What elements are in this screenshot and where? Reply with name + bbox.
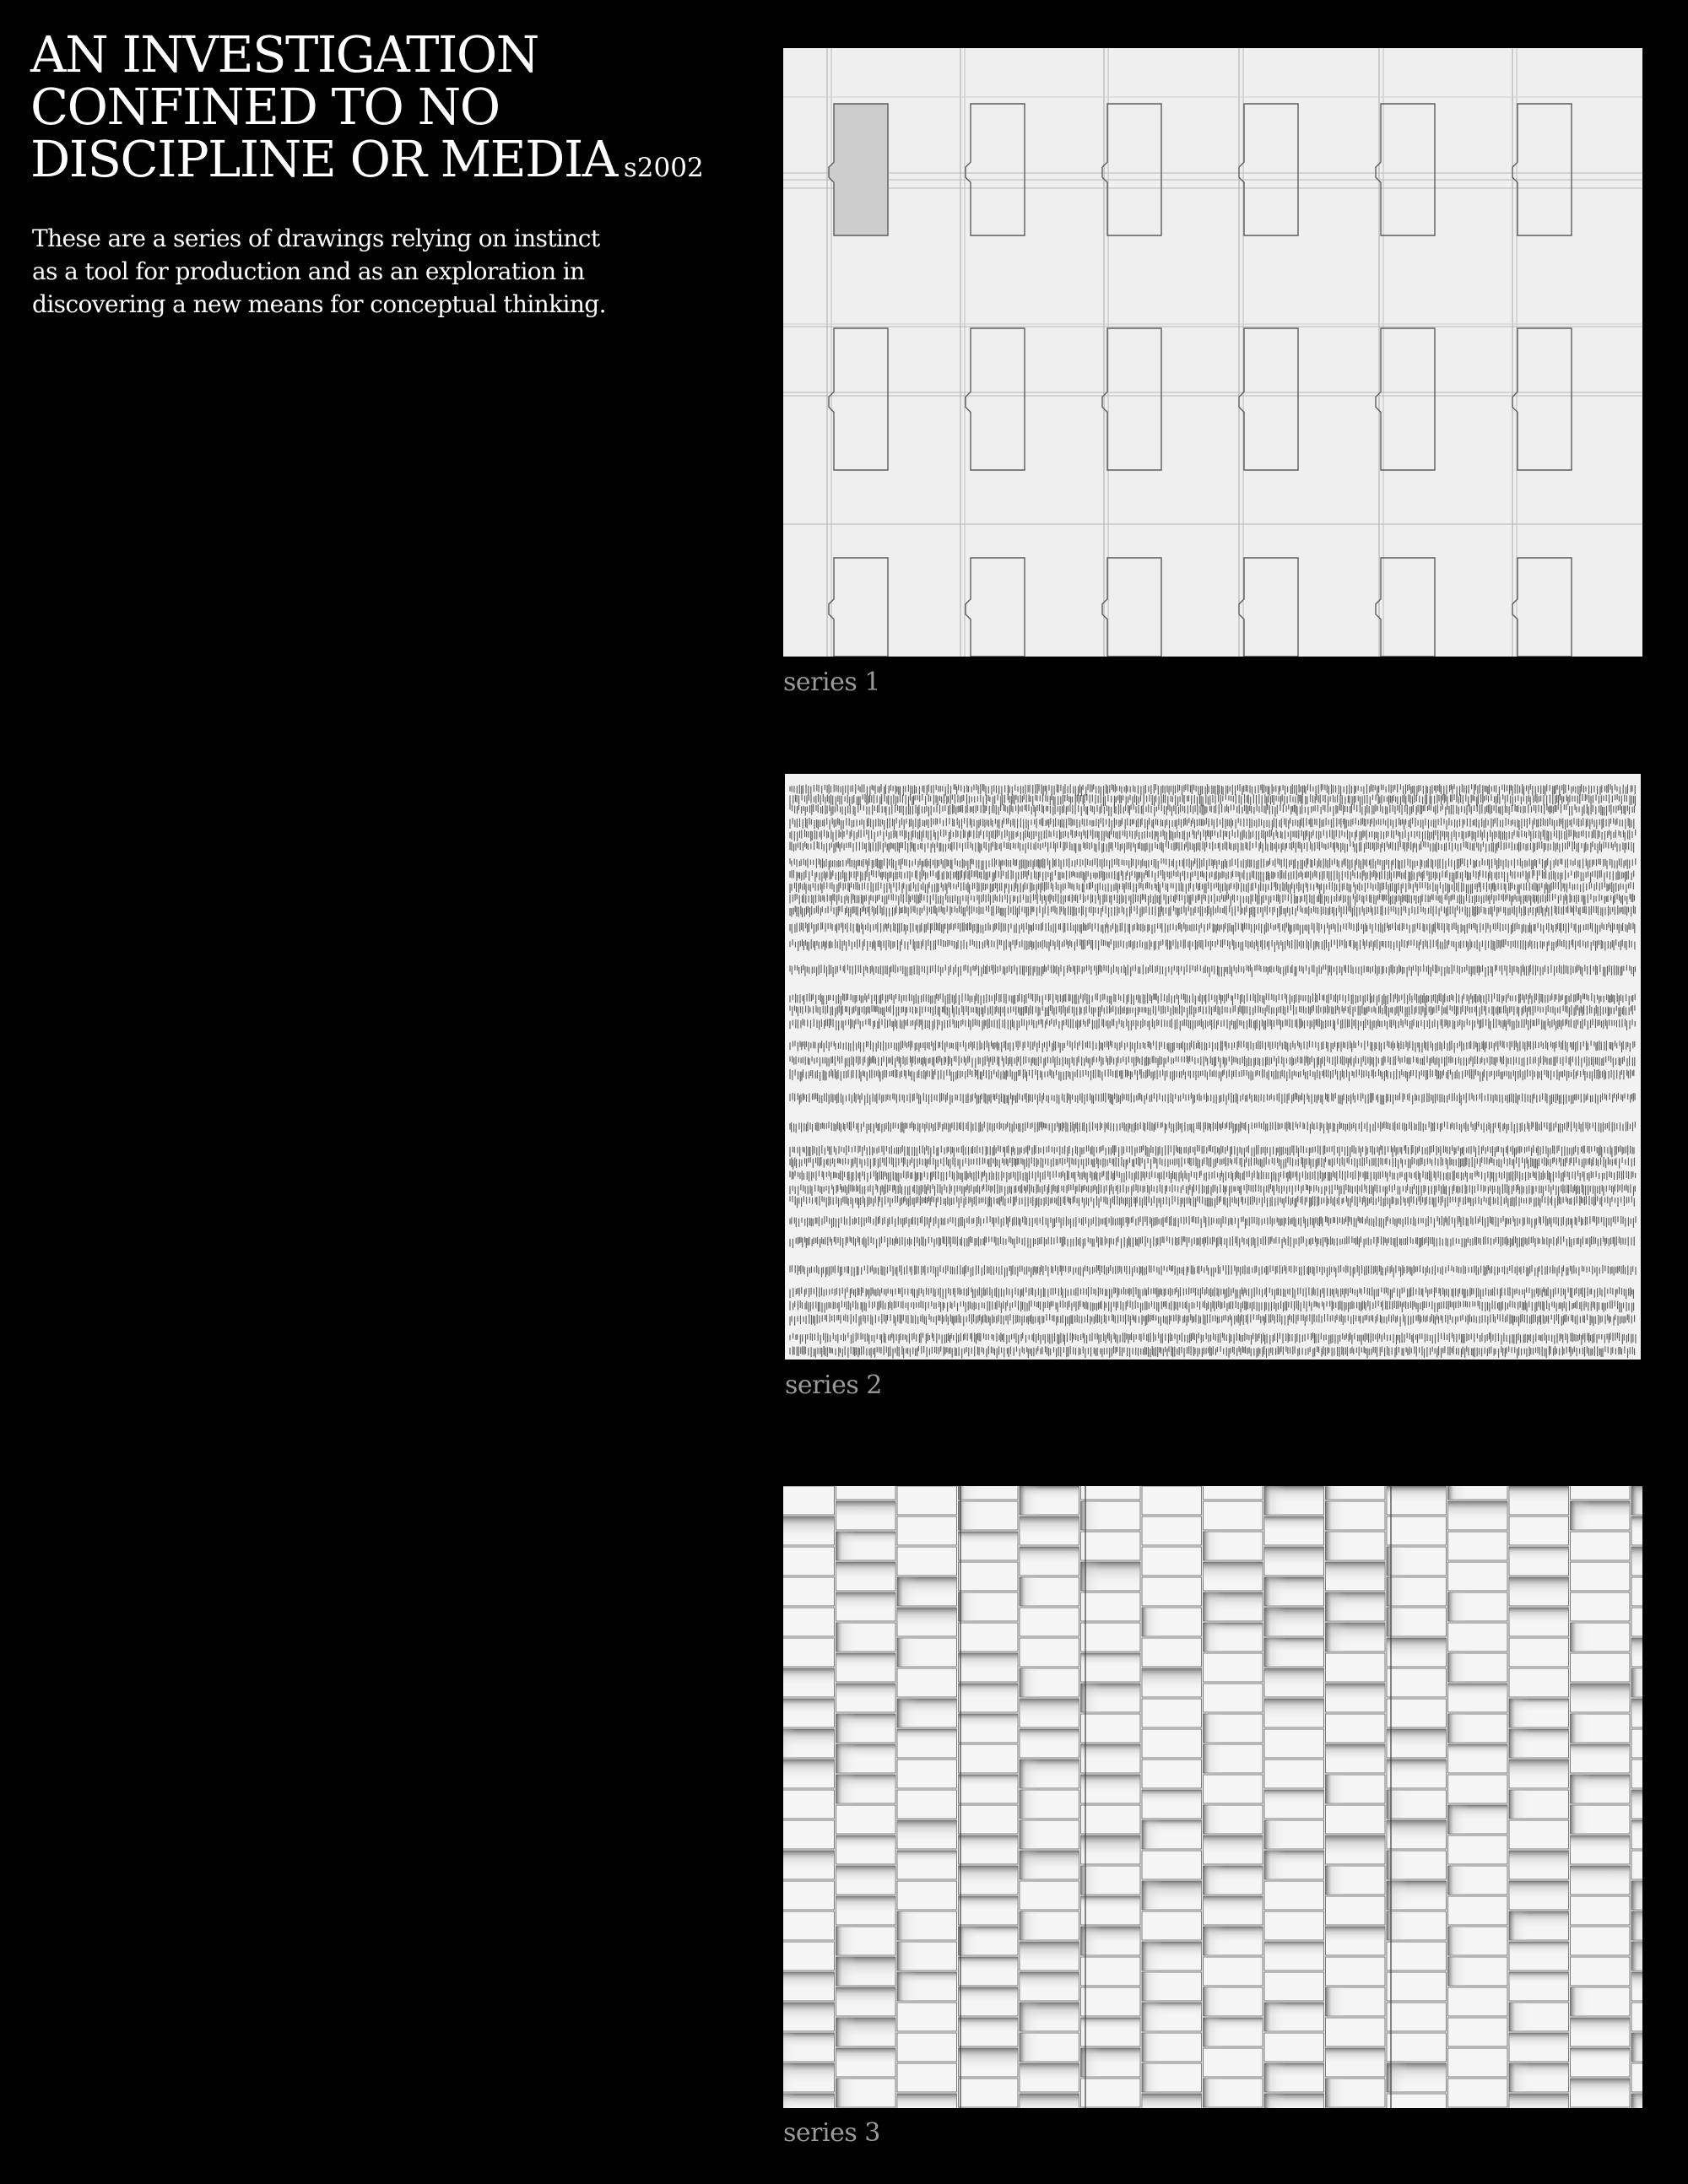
description-line-2: as a tool for production and as an exploration in — [32, 257, 585, 285]
year-label: s2002 — [623, 153, 704, 183]
series-1-caption: series 1 — [783, 668, 880, 697]
series-2-drawing — [785, 774, 1641, 1360]
series-3-graphic — [783, 1486, 1642, 2108]
series-1-drawing — [783, 48, 1642, 657]
description — [32, 222, 758, 321]
title-line-3-text: DISCIPLINE OR MEDIA — [30, 130, 617, 188]
description-line-3: discovering a new means for conceptual thinking. — [32, 290, 606, 318]
title-line-2: CONFINED TO NO — [30, 78, 500, 136]
series-1-graphic — [783, 48, 1642, 657]
page-title — [30, 25, 773, 194]
title-line-1: AN INVESTIGATION — [30, 25, 538, 84]
title-line-3 — [30, 130, 773, 194]
series-2-caption: series 2 — [785, 1370, 882, 1400]
series-2-graphic — [785, 774, 1641, 1360]
description-line-1: These are a series of drawings relying on instinct — [32, 224, 600, 252]
series-3-drawing — [783, 1486, 1642, 2108]
series-3-caption: series 3 — [783, 2118, 880, 2148]
